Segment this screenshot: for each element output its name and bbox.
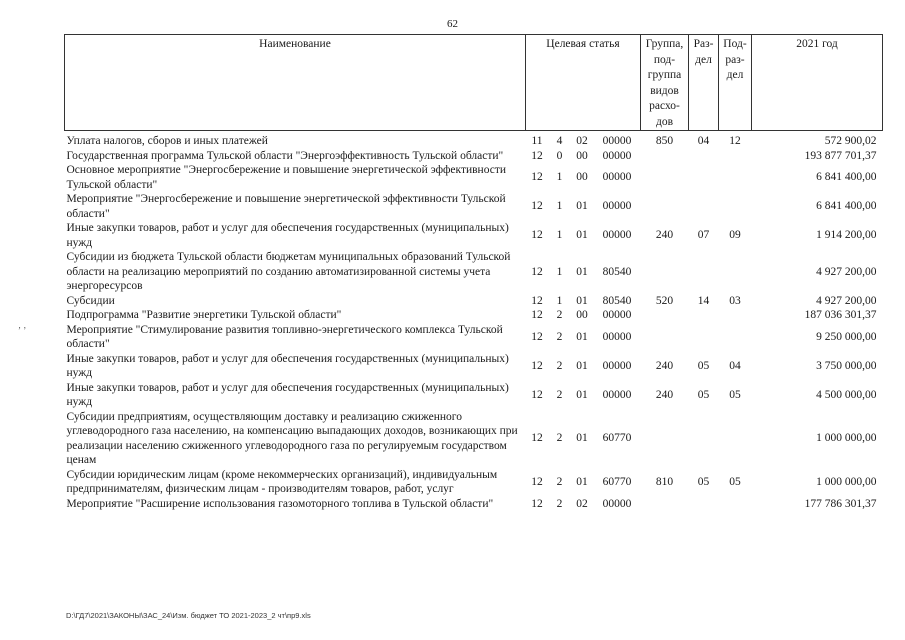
table-row [65,163,883,192]
target-code-1: 12 [531,330,543,343]
row-name: Субсидии [66,294,115,307]
target-code-2: 1 [556,265,563,278]
target-code-1: 12 [531,149,543,162]
target-code-2: 2 [556,359,563,372]
row-section: 05 [697,475,710,488]
row-section [689,410,719,468]
target-code-1: 12 [531,359,543,372]
row-group [641,163,689,192]
target-code-2: 2 [556,388,563,401]
row-group: 520 [655,294,674,307]
row-name: Субсидии из бюджета Тульской области бюджетам муниципальных образований Тульской области на реализацию мероприятий по созданию автоматизированной системы учета энергоресурсов [66,251,511,292]
row-section: 07 [697,229,710,242]
target-code-3: 00 [576,309,588,321]
row-amount: 4 927 200,00 [816,265,877,278]
page-number: 62 [447,18,458,30]
row-subsection [719,149,752,164]
header-year: 2021 год [752,35,883,131]
target-code-4: 00000 [602,309,632,321]
target-code-1: 12 [531,432,543,445]
row-name: Мероприятие "Стимулирование развития топливно-энергетического комплекса Тульской области" [66,323,503,350]
table-row [65,250,883,294]
target-code-3: 00 [576,149,588,162]
target-code-4: 00000 [602,200,632,213]
row-amount: 6 841 400,00 [816,171,877,184]
file-path-footer: D:\ГД7\2021\ЗАКОНЫ\ЗАС_24\Изм. бюджет ТО 2021-2023_2 чт\пр9.xls [66,611,311,620]
row-section [689,250,719,294]
row-name: Государственная программа Тульской области "Энергоэффективность Тульской области" [66,149,504,162]
target-code-1: 12 [531,265,543,278]
table-row [65,308,883,323]
target-code-2: 1 [556,229,563,242]
row-subsection [719,192,752,221]
target-code-4: 00000 [602,135,632,147]
target-code-1: 12 [531,229,543,242]
header-subsection: Под-раз-дел [719,35,752,131]
target-code-3: 01 [576,432,588,445]
target-code-1: 12 [531,475,543,488]
target-code-3: 00 [576,171,588,184]
row-section: 05 [697,359,710,372]
table-row [65,294,883,309]
target-code-4: 80540 [602,294,632,307]
table-row [65,410,883,468]
row-group [641,149,689,164]
table-row [65,131,883,149]
row-section [689,192,719,221]
row-name: Подпрограмма "Развитие энергетики Тульской области" [66,309,342,321]
row-group [641,410,689,468]
row-name: Мероприятие "Энергосбережение и повышение энергетической эффективности Тульской области" [66,193,506,220]
row-group: 850 [655,135,674,147]
target-code-2: 1 [556,200,563,213]
row-group [641,323,689,352]
row-name: Иные закупки товаров, работ и услуг для обеспечения государственных (муниципальных) нужд [66,222,509,249]
row-group [641,497,689,512]
target-code-3: 02 [576,497,588,510]
table-header-row [65,35,883,131]
row-section [689,323,719,352]
row-amount: 1 914 200,00 [816,229,877,242]
row-amount: 9 250 000,00 [816,330,877,343]
target-code-1: 12 [531,200,543,213]
row-subsection [719,163,752,192]
row-subsection [719,323,752,352]
table-row [65,323,883,352]
target-code-2: 2 [556,432,563,445]
row-amount: 572 900,02 [824,135,877,147]
table-row [65,497,883,512]
budget-table [64,34,883,511]
table-row [65,192,883,221]
header-target-article: Целевая статья [526,35,641,131]
row-name: Уплата налогов, сборов и иных платежей [66,135,268,147]
row-name: Мероприятие "Расширение использования газомоторного топлива в Тульской области" [66,497,494,510]
row-subsection [719,410,752,468]
row-amount: 1 000 000,00 [816,432,877,445]
target-code-1: 12 [531,309,543,321]
row-subsection: 09 [729,229,741,242]
table-row [65,468,883,497]
target-code-4: 00000 [602,229,632,242]
row-subsection [719,308,752,323]
row-name: Субсидии предприятиям, осуществляющим доставку и реализацию сжиженного углеводородного газа населению, на компенсацию выпадающих доходов, возникающих при реализации населению сжиженного углеводородного газа по регулируемым государством ценам [66,410,518,466]
table-body [65,131,883,512]
target-code-3: 01 [576,330,588,343]
row-section [689,497,719,512]
header-group: Группа, под-группа видов расхо-дов [641,35,689,131]
row-section [689,163,719,192]
row-section [689,149,719,164]
target-code-1: 11 [531,135,543,147]
target-code-1: 12 [531,294,543,307]
target-code-3: 01 [576,265,588,278]
target-code-4: 80540 [602,265,632,278]
row-name: Основное мероприятие "Энергосбережение и повышение энергетической эффективности Тульской области" [66,164,507,191]
row-amount: 4 927 200,00 [816,294,877,307]
target-code-3: 02 [576,135,588,147]
row-name: Субсидии юридическим лицам (кроме некоммерческих организаций), индивидуальным предпринимателям, физическим лицам - производителям товаров, работ, услуг [66,468,498,495]
target-code-2: 2 [556,475,563,488]
target-code-3: 01 [576,475,588,488]
table-row [65,221,883,250]
target-code-4: 60770 [602,475,632,488]
row-group: 240 [655,359,674,372]
row-name: Иные закупки товаров, работ и услуг для обеспечения государственных (муниципальных) нужд [66,352,509,379]
row-amount: 187 036 301,37 [804,309,877,321]
row-section: 05 [697,388,710,401]
target-code-2: 4 [556,135,563,147]
table-row [65,352,883,381]
target-code-4: 00000 [602,359,632,372]
target-code-2: 2 [556,497,563,510]
row-subsection [719,250,752,294]
target-code-4: 60770 [602,432,632,445]
target-code-4: 00000 [602,388,632,401]
table-row [65,149,883,164]
header-section: Раз-дел [689,35,719,131]
target-code-3: 01 [576,388,588,401]
row-amount: 177 786 301,37 [804,497,877,510]
header-name: Наименование [65,35,526,131]
target-code-2: 1 [556,171,563,184]
row-amount: 3 750 000,00 [816,359,877,372]
row-section: 04 [697,135,710,147]
target-code-4: 00000 [602,497,632,510]
target-code-3: 01 [576,229,588,242]
row-subsection: 03 [729,294,741,307]
target-code-2: 0 [556,149,563,162]
target-code-4: 00000 [602,171,632,184]
target-code-2: 1 [556,294,563,307]
target-code-4: 00000 [602,149,632,162]
row-amount: 6 841 400,00 [816,200,877,213]
target-code-2: 2 [556,330,563,343]
target-code-1: 12 [531,497,543,510]
target-code-1: 12 [531,388,543,401]
row-name: Иные закупки товаров, работ и услуг для обеспечения государственных (муниципальных) нужд [66,381,509,408]
row-group: 240 [655,229,674,242]
row-amount: 193 877 701,37 [804,149,877,162]
margin-mark: ‚ ‚ [18,320,27,330]
target-code-3: 01 [576,200,588,213]
row-group [641,250,689,294]
target-code-3: 01 [576,359,588,372]
target-code-1: 12 [531,171,543,184]
row-subsection: 05 [729,475,741,488]
row-section: 14 [697,294,710,307]
row-amount: 1 000 000,00 [816,475,877,488]
row-subsection [719,497,752,512]
target-code-2: 2 [556,309,563,321]
table-row [65,381,883,410]
row-group [641,308,689,323]
row-group: 240 [655,388,674,401]
row-group [641,192,689,221]
target-code-3: 01 [576,294,588,307]
row-subsection: 04 [729,359,741,372]
row-section [689,308,719,323]
target-code-4: 00000 [602,330,632,343]
row-amount: 4 500 000,00 [816,388,877,401]
row-subsection: 05 [729,388,741,401]
row-group: 810 [655,475,674,488]
row-subsection: 12 [729,135,741,147]
